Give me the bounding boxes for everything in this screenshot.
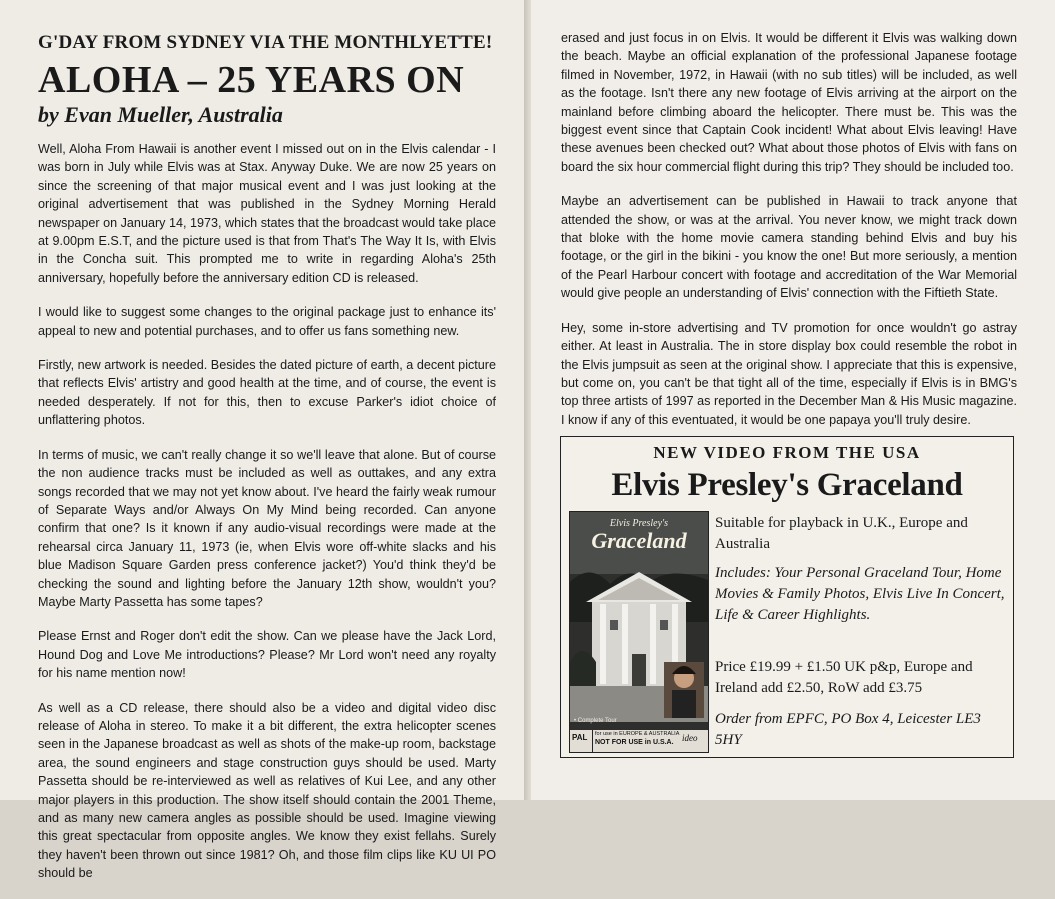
right-body-column <box>561 29 1017 445</box>
page-gutter <box>524 0 531 800</box>
video-advertisement <box>560 436 1014 758</box>
right-paragraph: Hey, some in-store advertising and TV promotion for once wouldn't go astray either. At least in Australia. The in store display box could resemble the robot in the Elvis jumpsuit as seen at the original show. I appreciate that this is expensive, but come on, you can't be that tight all of the time, especially if Elvis is in BMG's top three artists of 1997 as reported in the December Man & His Music magazine. I know if any of this eventuated, it would be one papaya you'll truly desire. <box>561 320 1017 427</box>
cover-warning-2: NOT FOR USE in U.S.A. <box>595 739 674 746</box>
left-paragraph: I would like to suggest some changes to the original package just to enhance its' appeal to new and potential purchases, and to offer us fans something new. <box>38 305 496 338</box>
article-kicker: G'DAY FROM SYDNEY VIA THE MONTHLYETTE! <box>38 32 493 53</box>
ad-order: Order from EPFC, PO Box 4, Leicester LE3 5HY <box>715 711 981 748</box>
left-paragraph: Well, Aloha From Hawaii is another event I missed out on in the Elvis calendar - I was born in July while Elvis was at Stax. Anyway Duke. We are now 25 years on since the screening of that major musical event and I was just looking at the original advertisement that was published in the Sydney Morning Herald newspaper on January 14, 1973, which states that the broadcast would take place at 9.00pm E.S.T, and the picture used is that from That's The Way It Is, with Elvis in the Concha suit. This prompted me to write in regarding Aloha's 25th anniversary, hopefully before the anniversary edition CD is released. <box>38 142 496 285</box>
cover-brand: Elvis Presley's <box>609 518 669 529</box>
cover-video-logo: ideo <box>682 733 698 743</box>
ad-includes: Includes: Your Personal Graceland Tour, Home Movies & Family Photos, Elvis Live In Concert, Life & Career Highlights. <box>715 565 1005 623</box>
video-cover-image <box>569 511 709 753</box>
cover-tag: • Complete Tour <box>574 718 617 724</box>
cover-title: Graceland <box>591 528 687 553</box>
left-paragraph: In terms of music, we can't really change it so we'll leave that alone. But of course the non audience tracks must be included as well as outtakes, and any extra songs recorded that we may not yet know about. I've heard the fairly weak rumour of Separate Ways and/or Always On My Mind being recorded. Can anyone confirm that one? Is it known if any audio-visual recordings were made at the rehearsal circa January 11, 1973 (ie, when Elvis wore off-white slacks and his blue Madison Square Garden press conference jacket?) You'd think they'd be checking the sound and lighting before the January 12th show, wouldn't you? Maybe Marty Passetta has some tapes? <box>38 447 496 609</box>
ad-price: Price £19.99 + £1.50 UK p&p, Europe and Ireland add £2.50, RoW add £3.75 <box>715 659 973 696</box>
article-byline: by Evan Mueller, Australia <box>38 102 283 127</box>
right-paragraph: erased and just focus in on Elvis. It would be different it Elvis was walking down the beach. Maybe an official explanation of the professional Japanese footage filmed in November, 1972, in Hawaii (with no sub titles) will be included, as well as the footage. Isn't there any new footage of Elvis arriving at the airport on the mainland before climbing aboard the helicopter. There must be. This was the biggest event since that Captain Cook incident! What about Elvis leaving! Have these avenues been checked out? What about those photos of Elvis with fans on board the six hour commercial flight during this trip? They should be included too. <box>561 31 1017 174</box>
left-paragraph: Please Ernst and Roger don't edit the show. Can we please have the Jack Lord, Hound Dog and Love Me introductions? Please? Mr Lord won't need any royalty for his name mention now! <box>38 629 496 681</box>
left-page <box>0 0 524 881</box>
ad-playback: Suitable for playback in U.K., Europe and Australia <box>715 515 968 552</box>
article-headline: ALOHA – 25 YEARS ON <box>38 59 465 101</box>
left-paragraph: As well as a CD release, there should also be a video and digital video disc release of Aloha in stereo. To make it a bit different, the extra helicopter scenes seen in the Japanese broadcast as well as shots of the make-up room, backstage area, the sound engineers and stage construction guys should be used. Marty Passetta should be re-interviewed as well as relatives of Kui Lee, and any other major players in this production. The show itself should contain the 2001 Theme, and as many new camera angles as possible should be used. Imagine viewing this great spectacular from opposite angles. We know they exist fellahs. Surely they haven't been thrown out since 1981? Oh, and those film clips like KU UI PO should be <box>38 700 496 881</box>
cover-warning-1: for use in EUROPE & AUSTRALIA <box>595 731 680 737</box>
cover-pal: PAL <box>572 733 588 742</box>
ad-title: Elvis Presley's Graceland <box>611 467 963 503</box>
left-body-column <box>38 140 496 899</box>
left-paragraph: Firstly, new artwork is needed. Besides the dated picture of earth, a decent picture that reflects Elvis' artistry and good health at the time, and of course, the event is needed desperately. If not for this, then to excuse Parker's idiot choice of unflattering photos. <box>38 358 496 428</box>
ad-kicker: NEW VIDEO FROM THE USA <box>653 443 921 462</box>
right-paragraph: Maybe an advertisement can be published in Hawaii to track anyone that attended the show, or was at the arrival. You never know, we might track down that bloke with the home movie camera standing behind Elvis and buy his footage, or the girl in the bikini - you know the one! But more seriously, a mention of the Pearl Harbour concert with footage and accreditation of the War Memorial would give people an understanding of Elvis' connection with the Fiftieth State. <box>561 194 1017 301</box>
